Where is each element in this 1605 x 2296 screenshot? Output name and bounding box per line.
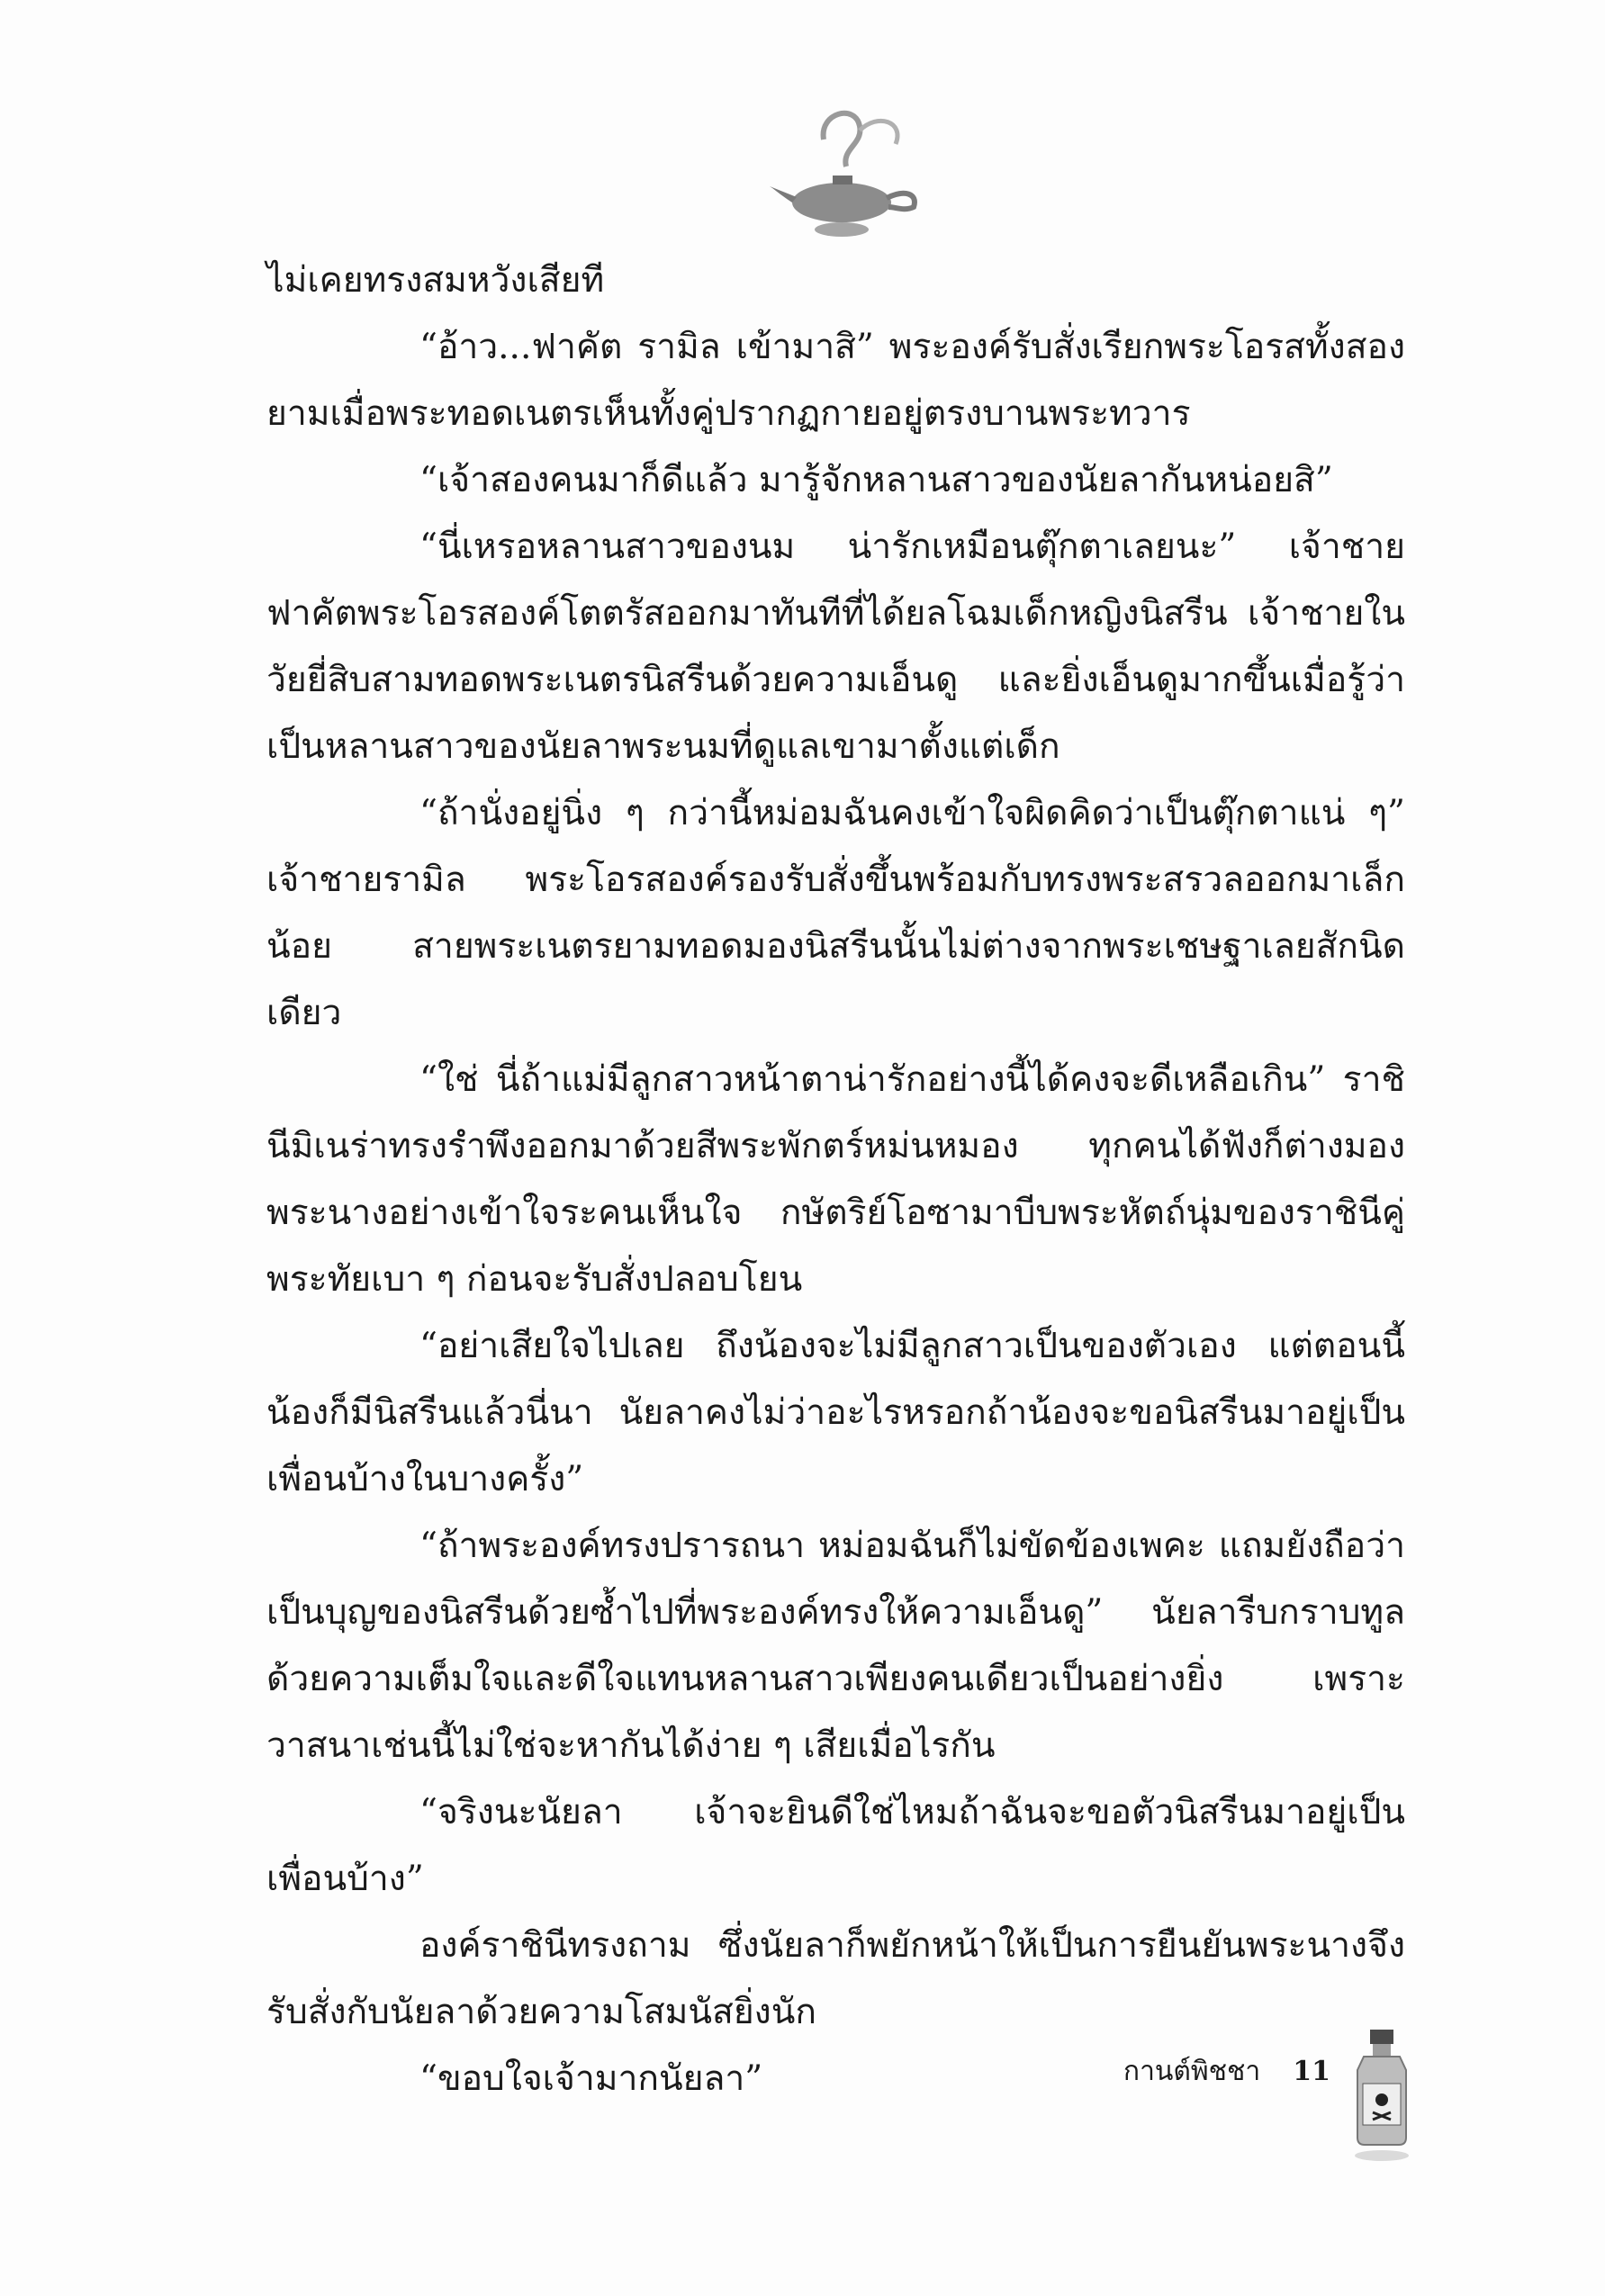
paragraph: “ขอบใจเจ้ามากนัยลา” xyxy=(419,2058,763,2099)
paragraph: ไม่เคยทรงสมหวังเสียที xyxy=(266,260,605,301)
paragraph: องค์ราชินีทรงถาม ซึ่งนัยลาก็พยักหน้าให้เป็นการยืนยันพระนางจึงรับสั่งกับนัยลาด้วยความโสมนัสยิ่งนัก xyxy=(266,1925,1405,2032)
magic-lamp-icon xyxy=(770,104,923,248)
paragraph: “นี่เหรอหลานสาวของนม น่ารักเหมือนตุ๊กตาเลยนะ” เจ้าชายฟาคัตพระโอรสองค์โตตรัสออกมาทันทีที่ได้ยลโฉมเด็กหญิงนิสรีน เจ้าชายในวัยยี่สิบสามทอดพระเนตรนิสรีนด้วยความเอ็นดู และยิ่งเอ็นดูมากขึ้นเมื่อรู้ว่าเป็นหลานสาวของนัยลาพระนมที่ดูแลเขามาตั้งแต่เด็ก xyxy=(266,527,1405,767)
body-text xyxy=(266,248,1405,2112)
paragraph: “ถ้านั่งอยู่นิ่ง ๆ กว่านี้หม่อมฉันคงเข้าใจผิดคิดว่าเป็นตุ๊กตาแน่ ๆ” เจ้าชายรามิล พระโอรสองค์รองรับสั่งขึ้นพร้อมกับทรงพระสรวลออกมาเล็กน้อย สายพระเนตรยามทอดมองนิสรีนนั้นไม่ต่างจากพระเชษฐาเลยสักนิดเดียว xyxy=(266,793,1405,1033)
poison-bottle-icon xyxy=(1350,2030,1413,2165)
paragraph: “เจ้าสองคนมาก็ดีแล้ว มารู้จักหลานสาวของนัยลากันหน่อยสิ” xyxy=(419,460,1333,500)
paragraph: “อ้าว...ฟาคัต รามิล เข้ามาสิ” พระองค์รับสั่งเรียกพระโอรสทั้งสองยามเมื่อพระทอดเนตรเห็นทั้งคู่ปรากฏกายอยู่ตรงบานพระทวาร xyxy=(266,327,1405,434)
paragraph: “ใช่ นี่ถ้าแม่มีลูกสาวหน้าตาน่ารักอย่างนี้ได้คงจะดีเหลือเกิน” ราชินีมิเนร่าทรงรำพึงออกมาด้วยสีพระพักตร์หม่นหมอง ทุกคนได้ฟังก็ต่างมองพระนางอย่างเข้าใจระคนเห็นใจ กษัตริย์โอซามาบีบพระหัตถ์นุ่มของราชินีคู่พระทัยเบา ๆ ก่อนจะรับสั่งปลอบโยน xyxy=(266,1059,1405,1300)
book-title: กานต์พิชชา xyxy=(1123,2056,1261,2087)
paragraph: “จริงนะนัยลา เจ้าจะยินดีใช่ไหมถ้าฉันจะขอตัวนิสรีนมาอยู่เป็นเพื่อนบ้าง” xyxy=(266,1792,1405,1899)
page-number: 11 xyxy=(1293,2056,1330,2087)
paragraph: “อย่าเสียใจไปเลย ถึงน้องจะไม่มีลูกสาวเป็นของตัวเอง แต่ตอนนี้น้องก็มีนิสรีนแล้วนี่นา นัยลาคงไม่ว่าอะไรหรอกถ้าน้องจะขอนิสรีนมาอยู่เป็นเพื่อนบ้างในบางครั้ง” xyxy=(266,1326,1405,1499)
paragraph: “ถ้าพระองค์ทรงปรารถนา หม่อมฉันก็ไม่ขัดข้องเพคะ แถมยังถือว่าเป็นบุญของนิสรีนด้วยซ้ำไปที่พระองค์ทรงให้ความเอ็นดู” นัยลารีบกราบทูลด้วยความเต็มใจและดีใจแทนหลานสาวเพียงคนเดียวเป็นอย่างยิ่ง เพราะวาสนาเช่นนี้ไม่ใช่จะหากันได้ง่าย ๆ เสียเมื่อไรกัน xyxy=(266,1526,1405,1766)
page-footer xyxy=(1123,2050,1330,2093)
